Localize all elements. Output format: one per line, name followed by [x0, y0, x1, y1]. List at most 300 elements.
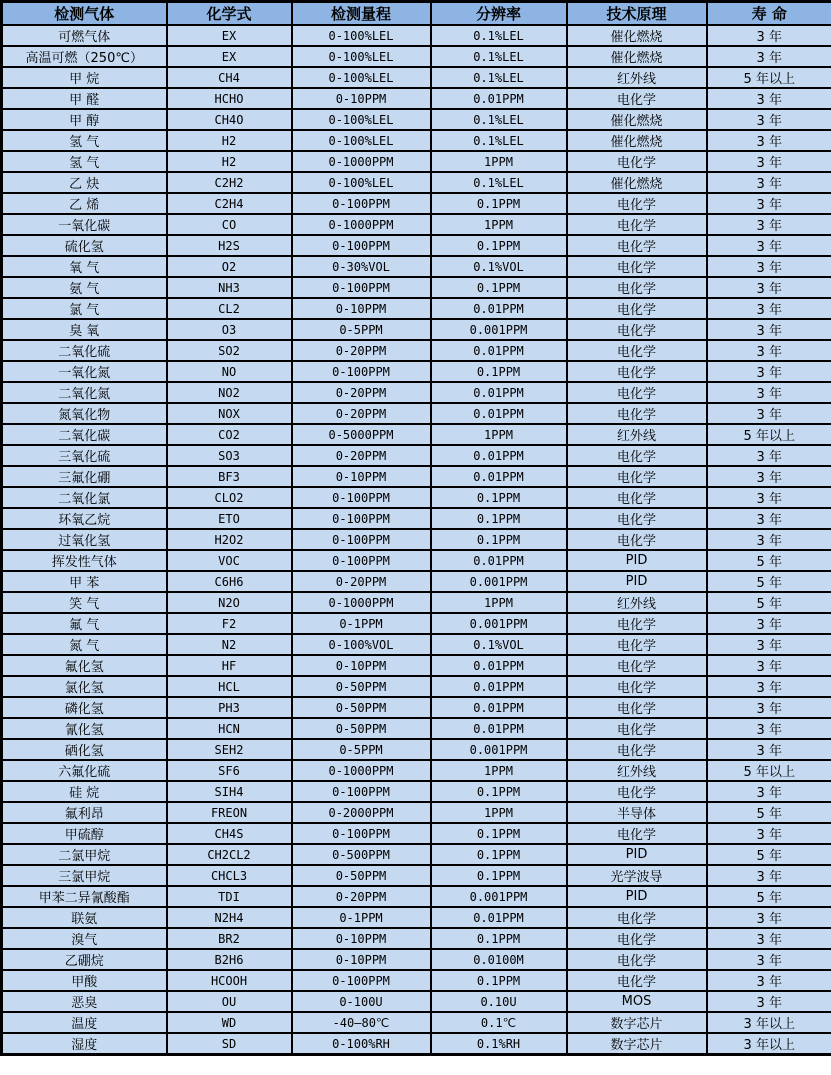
cell-principle: 半导体	[567, 802, 707, 823]
cell-gas: 环氧乙烷	[2, 508, 167, 529]
table-row	[2, 151, 831, 172]
table-row	[2, 319, 831, 340]
cell-range: 0-100%LEL	[292, 46, 431, 67]
table-row	[2, 193, 831, 214]
cell-lifespan: 3 年	[707, 214, 831, 235]
cell-gas: 六氟化硫	[2, 760, 167, 781]
cell-resolution: 1PPM	[431, 592, 567, 613]
cell-lifespan: 3 年	[707, 403, 831, 424]
cell-resolution: 0.01PPM	[431, 655, 567, 676]
cell-principle: 电化学	[567, 823, 707, 844]
cell-formula: SO2	[167, 340, 292, 361]
cell-resolution: 0.1PPM	[431, 781, 567, 802]
cell-lifespan: 3 年	[707, 907, 831, 928]
cell-lifespan: 3 年	[707, 172, 831, 193]
cell-resolution: 0.1PPM	[431, 529, 567, 550]
cell-gas: 氮氧化物	[2, 403, 167, 424]
cell-resolution: 0.01PPM	[431, 697, 567, 718]
cell-formula: C2H2	[167, 172, 292, 193]
cell-lifespan: 3 年	[707, 361, 831, 382]
cell-formula: O3	[167, 319, 292, 340]
cell-lifespan: 3 年	[707, 445, 831, 466]
cell-formula: SF6	[167, 760, 292, 781]
cell-resolution: 0.01PPM	[431, 676, 567, 697]
cell-range: 0-5PPM	[292, 739, 431, 760]
cell-principle: 电化学	[567, 676, 707, 697]
cell-gas: 三氧化硫	[2, 445, 167, 466]
cell-formula: WD	[167, 1012, 292, 1033]
cell-gas: 氨 气	[2, 277, 167, 298]
cell-gas: 三氟化硼	[2, 466, 167, 487]
cell-lifespan: 3 年	[707, 655, 831, 676]
cell-principle: 电化学	[567, 235, 707, 256]
cell-resolution: 1PPM	[431, 760, 567, 781]
cell-gas: 恶臭	[2, 991, 167, 1012]
cell-lifespan: 5 年	[707, 571, 831, 592]
cell-gas: 高温可燃（250℃）	[2, 46, 167, 67]
cell-lifespan: 3 年	[707, 718, 831, 739]
column-header-resolution: 分辨率	[431, 2, 567, 26]
cell-formula: FREON	[167, 802, 292, 823]
cell-range: 0-5PPM	[292, 319, 431, 340]
cell-lifespan: 3 年	[707, 130, 831, 151]
cell-gas: 二氧化硫	[2, 340, 167, 361]
cell-principle: 催化燃烧	[567, 130, 707, 151]
cell-resolution: 0.01PPM	[431, 466, 567, 487]
cell-resolution: 0.0100M	[431, 949, 567, 970]
cell-principle: 电化学	[567, 613, 707, 634]
cell-resolution: 0.1PPM	[431, 235, 567, 256]
cell-formula: NO	[167, 361, 292, 382]
cell-formula: HCN	[167, 718, 292, 739]
table-row	[2, 823, 831, 844]
cell-gas: 二氧化碳	[2, 424, 167, 445]
table-row	[2, 466, 831, 487]
cell-formula: SO3	[167, 445, 292, 466]
cell-lifespan: 3 年	[707, 340, 831, 361]
table-row	[2, 109, 831, 130]
cell-principle: 电化学	[567, 466, 707, 487]
cell-principle: 电化学	[567, 739, 707, 760]
cell-range: 0-1PPM	[292, 907, 431, 928]
cell-formula: HCL	[167, 676, 292, 697]
cell-formula: SD	[167, 1033, 292, 1055]
cell-resolution: 0.1%RH	[431, 1033, 567, 1055]
cell-range: 0-20PPM	[292, 403, 431, 424]
cell-range: 0-20PPM	[292, 340, 431, 361]
cell-formula: CH4	[167, 67, 292, 88]
cell-lifespan: 3 年	[707, 928, 831, 949]
table-row	[2, 949, 831, 970]
table-row	[2, 445, 831, 466]
cell-formula: BF3	[167, 466, 292, 487]
cell-resolution: 0.1%LEL	[431, 46, 567, 67]
table-row	[2, 802, 831, 823]
cell-principle: 电化学	[567, 298, 707, 319]
cell-resolution: 0.001PPM	[431, 886, 567, 907]
cell-lifespan: 3 年	[707, 949, 831, 970]
cell-range: 0-100%RH	[292, 1033, 431, 1055]
cell-range: 0-100%LEL	[292, 67, 431, 88]
table-row	[2, 235, 831, 256]
cell-range: 0-100PPM	[292, 361, 431, 382]
cell-gas: 甲 醇	[2, 109, 167, 130]
cell-lifespan: 5 年	[707, 802, 831, 823]
cell-principle: 电化学	[567, 151, 707, 172]
cell-lifespan: 5 年以上	[707, 760, 831, 781]
cell-resolution: 0.01PPM	[431, 907, 567, 928]
cell-range: 0-100PPM	[292, 193, 431, 214]
cell-formula: BR2	[167, 928, 292, 949]
cell-gas: 一氧化碳	[2, 214, 167, 235]
cell-formula: N2H4	[167, 907, 292, 928]
table-row	[2, 256, 831, 277]
cell-range: 0-50PPM	[292, 718, 431, 739]
cell-gas: 臭 氧	[2, 319, 167, 340]
cell-lifespan: 5 年	[707, 550, 831, 571]
cell-range: 0-100PPM	[292, 550, 431, 571]
cell-range: 0-2000PPM	[292, 802, 431, 823]
cell-resolution: 0.001PPM	[431, 319, 567, 340]
cell-resolution: 0.1PPM	[431, 277, 567, 298]
table-row	[2, 46, 831, 67]
cell-formula: CH2CL2	[167, 844, 292, 865]
cell-resolution: 0.1PPM	[431, 508, 567, 529]
cell-lifespan: 5 年	[707, 886, 831, 907]
cell-gas: 硅 烷	[2, 781, 167, 802]
cell-resolution: 0.01PPM	[431, 403, 567, 424]
cell-lifespan: 3 年	[707, 739, 831, 760]
cell-principle: 电化学	[567, 634, 707, 655]
cell-principle: 数字芯片	[567, 1012, 707, 1033]
cell-gas: 氯 气	[2, 298, 167, 319]
table-row	[2, 613, 831, 634]
cell-range: 0-50PPM	[292, 676, 431, 697]
cell-gas: 一氧化氮	[2, 361, 167, 382]
cell-range: 0-20PPM	[292, 886, 431, 907]
cell-principle: 电化学	[567, 88, 707, 109]
table-row	[2, 928, 831, 949]
table-row	[2, 487, 831, 508]
cell-range: 0-1PPM	[292, 613, 431, 634]
cell-lifespan: 5 年	[707, 844, 831, 865]
column-header-gas: 检测气体	[2, 2, 167, 26]
cell-formula: CLO2	[167, 487, 292, 508]
cell-formula: N2O	[167, 592, 292, 613]
cell-resolution: 0.01PPM	[431, 340, 567, 361]
cell-principle: 催化燃烧	[567, 25, 707, 46]
cell-range: 0-10PPM	[292, 949, 431, 970]
cell-gas: 甲酸	[2, 970, 167, 991]
cell-principle: 电化学	[567, 928, 707, 949]
cell-formula: H2	[167, 130, 292, 151]
cell-gas: 三氯甲烷	[2, 865, 167, 886]
cell-formula: CO2	[167, 424, 292, 445]
table-row	[2, 781, 831, 802]
cell-resolution: 0.01PPM	[431, 88, 567, 109]
cell-gas: 甲苯二异氰酸酯	[2, 886, 167, 907]
table-row	[2, 550, 831, 571]
cell-principle: PID	[567, 886, 707, 907]
cell-principle: 电化学	[567, 319, 707, 340]
cell-range: 0-100%LEL	[292, 172, 431, 193]
cell-lifespan: 3 年	[707, 298, 831, 319]
cell-formula: CH4O	[167, 109, 292, 130]
cell-resolution: 0.01PPM	[431, 445, 567, 466]
column-header-formula: 化学式	[167, 2, 292, 26]
cell-formula: OU	[167, 991, 292, 1012]
table-row	[2, 907, 831, 928]
cell-formula: SEH2	[167, 739, 292, 760]
cell-gas: 甲 烷	[2, 67, 167, 88]
cell-range: 0-100%LEL	[292, 109, 431, 130]
cell-lifespan: 3 年	[707, 88, 831, 109]
cell-principle: 电化学	[567, 256, 707, 277]
cell-formula: CO	[167, 214, 292, 235]
cell-resolution: 0.01PPM	[431, 382, 567, 403]
cell-lifespan: 3 年	[707, 235, 831, 256]
cell-formula: SIH4	[167, 781, 292, 802]
cell-lifespan: 3 年	[707, 466, 831, 487]
cell-resolution: 1PPM	[431, 151, 567, 172]
table-row	[2, 508, 831, 529]
cell-lifespan: 5 年	[707, 592, 831, 613]
table-row	[2, 340, 831, 361]
cell-principle: 光学波导	[567, 865, 707, 886]
cell-gas: 硫化氢	[2, 235, 167, 256]
cell-principle: 电化学	[567, 361, 707, 382]
cell-range: 0-1000PPM	[292, 592, 431, 613]
cell-range: 0-100PPM	[292, 235, 431, 256]
cell-gas: 氢 气	[2, 151, 167, 172]
cell-gas: 磷化氢	[2, 697, 167, 718]
table-row	[2, 1012, 831, 1033]
cell-gas: 乙 炔	[2, 172, 167, 193]
cell-formula: NO2	[167, 382, 292, 403]
cell-range: 0-10PPM	[292, 466, 431, 487]
cell-principle: PID	[567, 844, 707, 865]
table-row	[2, 67, 831, 88]
cell-resolution: 1PPM	[431, 802, 567, 823]
cell-range: 0-10PPM	[292, 655, 431, 676]
cell-gas: 二氯甲烷	[2, 844, 167, 865]
cell-range: 0-20PPM	[292, 382, 431, 403]
cell-lifespan: 3 年以上	[707, 1033, 831, 1055]
cell-gas: 二氧化氮	[2, 382, 167, 403]
cell-principle: 红外线	[567, 67, 707, 88]
cell-range: 0-100%LEL	[292, 130, 431, 151]
cell-lifespan: 3 年	[707, 781, 831, 802]
table-row	[2, 361, 831, 382]
cell-lifespan: 3 年	[707, 970, 831, 991]
cell-range: 0-100PPM	[292, 823, 431, 844]
cell-lifespan: 3 年	[707, 508, 831, 529]
cell-gas: 硒化氢	[2, 739, 167, 760]
cell-resolution: 0.1℃	[431, 1012, 567, 1033]
cell-range: 0-500PPM	[292, 844, 431, 865]
cell-gas: 氟利昂	[2, 802, 167, 823]
table-row	[2, 382, 831, 403]
cell-resolution: 0.1PPM	[431, 844, 567, 865]
cell-formula: C6H6	[167, 571, 292, 592]
cell-resolution: 0.1PPM	[431, 361, 567, 382]
table-row	[2, 571, 831, 592]
cell-principle: 电化学	[567, 445, 707, 466]
table-row	[2, 886, 831, 907]
cell-gas: 乙硼烷	[2, 949, 167, 970]
cell-formula: HCHO	[167, 88, 292, 109]
table-row	[2, 424, 831, 445]
cell-resolution: 0.1PPM	[431, 823, 567, 844]
table-row	[2, 655, 831, 676]
table-row	[2, 718, 831, 739]
cell-range: 0-100PPM	[292, 487, 431, 508]
cell-range: 0-100PPM	[292, 508, 431, 529]
cell-principle: 电化学	[567, 949, 707, 970]
cell-principle: 电化学	[567, 718, 707, 739]
cell-range: 0-1000PPM	[292, 214, 431, 235]
cell-range: 0-1000PPM	[292, 151, 431, 172]
cell-resolution: 1PPM	[431, 214, 567, 235]
table-row	[2, 277, 831, 298]
cell-principle: 电化学	[567, 529, 707, 550]
cell-principle: PID	[567, 571, 707, 592]
cell-range: 0-100%VOL	[292, 634, 431, 655]
cell-resolution: 0.001PPM	[431, 613, 567, 634]
cell-formula: EX	[167, 25, 292, 46]
cell-range: 0-100PPM	[292, 277, 431, 298]
cell-gas: 挥发性气体	[2, 550, 167, 571]
cell-formula: H2O2	[167, 529, 292, 550]
cell-formula: NH3	[167, 277, 292, 298]
cell-formula: F2	[167, 613, 292, 634]
cell-resolution: 0.01PPM	[431, 298, 567, 319]
cell-resolution: 0.1%LEL	[431, 67, 567, 88]
cell-lifespan: 5 年以上	[707, 424, 831, 445]
cell-resolution: 0.1PPM	[431, 865, 567, 886]
cell-gas: 甲硫醇	[2, 823, 167, 844]
cell-principle: 电化学	[567, 697, 707, 718]
cell-gas: 可燃气体	[2, 25, 167, 46]
cell-lifespan: 3 年	[707, 634, 831, 655]
cell-principle: 红外线	[567, 424, 707, 445]
cell-formula: VOC	[167, 550, 292, 571]
cell-formula: HF	[167, 655, 292, 676]
cell-gas: 氧 气	[2, 256, 167, 277]
cell-range: 0-100U	[292, 991, 431, 1012]
cell-resolution: 0.1PPM	[431, 970, 567, 991]
cell-gas: 氟 气	[2, 613, 167, 634]
cell-resolution: 0.1%VOL	[431, 634, 567, 655]
cell-principle: 催化燃烧	[567, 172, 707, 193]
table-row	[2, 298, 831, 319]
cell-range: 0-100PPM	[292, 970, 431, 991]
table-row	[2, 634, 831, 655]
column-header-lifespan: 寿 命	[707, 2, 831, 26]
table-row	[2, 529, 831, 550]
cell-range: 0-5000PPM	[292, 424, 431, 445]
column-header-principle: 技术原理	[567, 2, 707, 26]
cell-lifespan: 3 年	[707, 382, 831, 403]
cell-range: -40—80℃	[292, 1012, 431, 1033]
cell-formula: PH3	[167, 697, 292, 718]
cell-gas: 氢 气	[2, 130, 167, 151]
cell-principle: 电化学	[567, 907, 707, 928]
cell-principle: 电化学	[567, 382, 707, 403]
table-header-row	[2, 2, 831, 26]
cell-formula: H2S	[167, 235, 292, 256]
table-row	[2, 739, 831, 760]
cell-resolution: 0.001PPM	[431, 571, 567, 592]
table-row	[2, 865, 831, 886]
cell-lifespan: 3 年	[707, 613, 831, 634]
table-row	[2, 970, 831, 991]
cell-lifespan: 3 年	[707, 529, 831, 550]
cell-resolution: 0.01PPM	[431, 718, 567, 739]
cell-lifespan: 3 年	[707, 109, 831, 130]
cell-lifespan: 5 年以上	[707, 67, 831, 88]
cell-lifespan: 3 年	[707, 697, 831, 718]
cell-resolution: 0.1PPM	[431, 487, 567, 508]
cell-gas: 二氧化氯	[2, 487, 167, 508]
table-row	[2, 130, 831, 151]
table-row	[2, 25, 831, 46]
column-header-range: 检测量程	[292, 2, 431, 26]
cell-range: 0-50PPM	[292, 865, 431, 886]
cell-lifespan: 3 年	[707, 277, 831, 298]
cell-formula: CH4S	[167, 823, 292, 844]
cell-gas: 湿度	[2, 1033, 167, 1055]
cell-principle: 红外线	[567, 760, 707, 781]
cell-range: 0-10PPM	[292, 88, 431, 109]
cell-range: 0-100PPM	[292, 781, 431, 802]
table-row	[2, 592, 831, 613]
table-row	[2, 844, 831, 865]
cell-lifespan: 3 年	[707, 151, 831, 172]
cell-range: 0-20PPM	[292, 571, 431, 592]
cell-range: 0-100%LEL	[292, 25, 431, 46]
cell-formula: TDI	[167, 886, 292, 907]
cell-principle: 电化学	[567, 214, 707, 235]
cell-principle: 数字芯片	[567, 1033, 707, 1055]
cell-gas: 氮 气	[2, 634, 167, 655]
cell-lifespan: 3 年	[707, 865, 831, 886]
cell-principle: 催化燃烧	[567, 46, 707, 67]
cell-range: 0-20PPM	[292, 445, 431, 466]
cell-resolution: 0.1%LEL	[431, 109, 567, 130]
cell-resolution: 1PPM	[431, 424, 567, 445]
cell-principle: 电化学	[567, 277, 707, 298]
cell-range: 0-1000PPM	[292, 760, 431, 781]
cell-formula: CHCL3	[167, 865, 292, 886]
cell-formula: NOX	[167, 403, 292, 424]
cell-range: 0-50PPM	[292, 697, 431, 718]
cell-gas: 乙 烯	[2, 193, 167, 214]
cell-principle: 电化学	[567, 340, 707, 361]
table-row	[2, 88, 831, 109]
table-row	[2, 697, 831, 718]
cell-gas: 联氨	[2, 907, 167, 928]
cell-gas: 甲 苯	[2, 571, 167, 592]
cell-resolution: 0.1PPM	[431, 193, 567, 214]
cell-formula: C2H4	[167, 193, 292, 214]
cell-formula: EX	[167, 46, 292, 67]
cell-lifespan: 3 年	[707, 193, 831, 214]
cell-gas: 温度	[2, 1012, 167, 1033]
cell-resolution: 0.001PPM	[431, 739, 567, 760]
cell-gas: 氯化氢	[2, 676, 167, 697]
cell-principle: 电化学	[567, 403, 707, 424]
